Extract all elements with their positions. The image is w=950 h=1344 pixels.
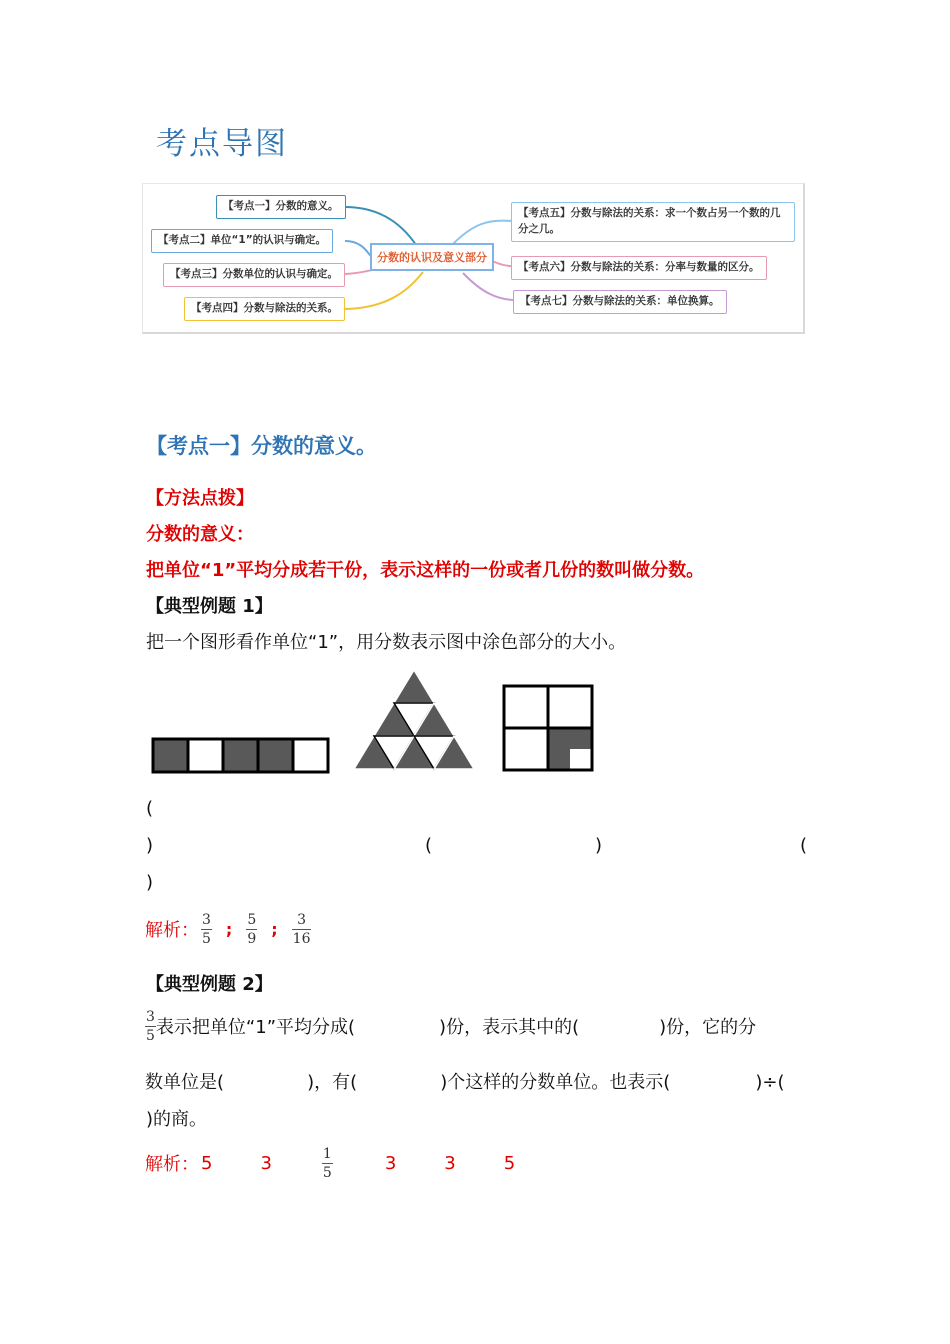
blank-paren-open-1: ( bbox=[146, 798, 154, 819]
triangle-piece-shaded bbox=[394, 670, 434, 703]
example2-text-e: )，有( bbox=[307, 1072, 358, 1093]
blank-paren-open-3: ( bbox=[800, 835, 808, 856]
example2-answer bbox=[145, 1140, 515, 1186]
example1-title: 【典型例题 1】 bbox=[146, 596, 273, 617]
page-title: 考点导图 bbox=[156, 126, 288, 162]
mind-map-node-2: 【考点二】单位“1”的认识与确定。 bbox=[151, 229, 333, 253]
answer-label: 解析： bbox=[145, 920, 199, 941]
answer-value: 5 bbox=[201, 1152, 213, 1174]
mind-map-node-7: 【考点七】分数与除法的关系：单位换算。 bbox=[513, 290, 727, 314]
section-heading: 【考点一】分数的意义。 bbox=[146, 434, 377, 458]
blank-paren-open-2: ( bbox=[425, 835, 433, 856]
fraction-numerator: 3 bbox=[202, 911, 211, 928]
mind-map bbox=[142, 183, 805, 334]
example1-question: 把一个图形看作单位“1”，用分数表示图中涂色部分的大小。 bbox=[146, 632, 627, 653]
answer-separator: ; bbox=[225, 919, 233, 939]
answer-fraction-2 bbox=[246, 911, 257, 948]
example2-line3: )的商。 bbox=[146, 1109, 208, 1130]
fraction-denominator: 5 bbox=[202, 930, 211, 947]
fraction-denominator: 16 bbox=[292, 930, 311, 947]
answer-separator: ; bbox=[271, 919, 278, 939]
answer-fraction bbox=[322, 1145, 333, 1182]
answer-value: 3 bbox=[444, 1152, 456, 1174]
mind-map-node-5-line2: 分之几。 bbox=[518, 222, 560, 235]
answer-label: 解析： bbox=[145, 1154, 199, 1175]
fraction-denominator: 9 bbox=[247, 930, 257, 947]
answer-value: 3 bbox=[260, 1152, 272, 1174]
fraction-denominator: 5 bbox=[146, 1027, 155, 1044]
answer-value: 3 bbox=[384, 1152, 397, 1174]
example2-line1 bbox=[145, 1003, 756, 1049]
blank-paren-close-1: ) bbox=[146, 835, 154, 856]
blank-paren-close-2: ) bbox=[595, 835, 603, 856]
blank-paren-close-3: ) bbox=[146, 872, 154, 893]
mind-map-node-3: 【考点三】分数单位的认识与确定。 bbox=[163, 263, 345, 287]
definition-title: 分数的意义： bbox=[146, 524, 254, 545]
answer-fraction-3 bbox=[292, 911, 312, 948]
example2-text-g: )÷( bbox=[755, 1072, 785, 1093]
method-title: 【方法点拨】 bbox=[146, 488, 254, 509]
example2-title: 【典型例题 2】 bbox=[146, 974, 273, 995]
mind-map-node-5 bbox=[511, 202, 795, 242]
strip-cell-empty bbox=[293, 739, 328, 772]
fraction-numerator: 5 bbox=[247, 911, 257, 928]
mind-map-node-1: 【考点一】分数的意义。 bbox=[216, 195, 346, 219]
square-sixteenth-empty bbox=[570, 749, 592, 770]
mind-map-node-6: 【考点六】分数与除法的关系：分率与数量的区分。 bbox=[511, 256, 767, 280]
example1-answer bbox=[145, 906, 311, 952]
strip-cell-shaded bbox=[153, 739, 188, 772]
answer-value: 5 bbox=[503, 1152, 516, 1174]
strip-cell-empty bbox=[188, 739, 223, 772]
fraction-numerator: 3 bbox=[297, 911, 307, 928]
fraction-numerator: 1 bbox=[322, 1145, 332, 1162]
fraction-denominator: 5 bbox=[322, 1164, 332, 1181]
example2-fraction bbox=[145, 1008, 156, 1045]
mind-map-node-5-line1: 【考点五】分数与除法的关系：求一个数占另一个数的几 bbox=[518, 207, 781, 219]
example2-text-c: )份，它的分 bbox=[659, 1017, 757, 1038]
figure-square bbox=[502, 684, 594, 772]
example2-text-a: 表示把单位“1”平均分成( bbox=[155, 1017, 356, 1038]
example2-text-b: )份，表示其中的( bbox=[439, 1017, 580, 1038]
example2-text-d: 数单位是( bbox=[145, 1072, 225, 1093]
figure-triangle bbox=[352, 668, 476, 772]
example2-text-f: )个这样的分数单位。也表示( bbox=[440, 1072, 671, 1093]
strip-cell-shaded bbox=[223, 739, 258, 772]
mind-map-center: 分数的认识及意义部分 bbox=[370, 243, 494, 271]
mind-map-node-4: 【考点四】分数与除法的关系。 bbox=[184, 297, 345, 321]
fraction-numerator: 3 bbox=[146, 1008, 155, 1025]
strip-cell-shaded bbox=[258, 739, 293, 772]
figure-strip bbox=[150, 736, 332, 774]
answer-fraction-1 bbox=[201, 911, 212, 948]
definition-text: 把单位“1”平均分成若干份，表示这样的一份或者几份的数叫做分数。 bbox=[146, 560, 705, 581]
example2-line2 bbox=[145, 1068, 785, 1094]
